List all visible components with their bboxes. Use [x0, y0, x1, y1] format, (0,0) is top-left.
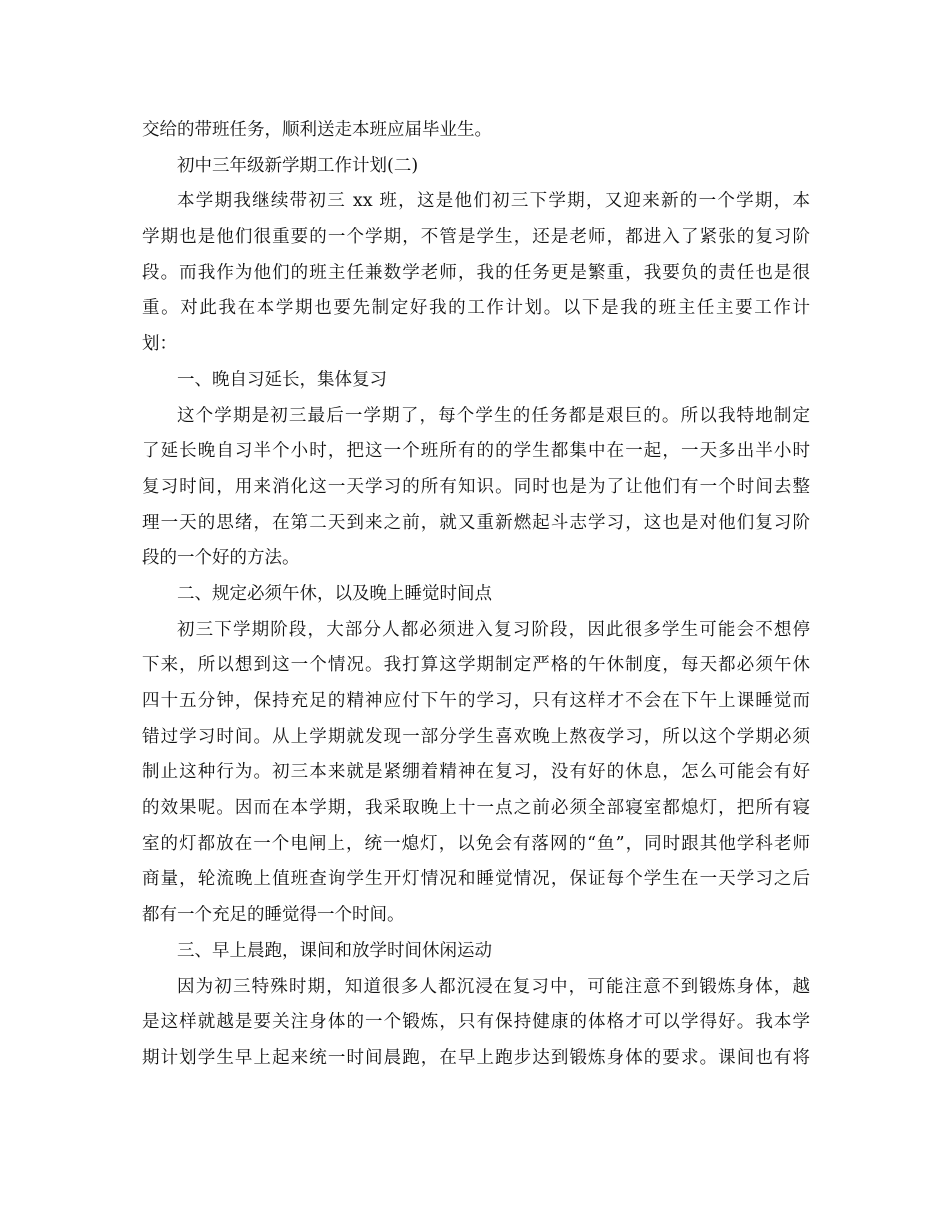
paragraph-line: 期计划学生早上起来统一时间晨跑，在早上跑步达到锻炼身体的要求。课间也有将 — [142, 1047, 810, 1068]
paragraph-line: 划： — [142, 334, 177, 355]
section-heading: 三、早上晨跑，课间和放学时间休闲运动 — [177, 940, 492, 961]
paragraph-line: 理一天的思绪，在第二天到来之前，就又重新燃起斗志学习，这也是对他们复习阶 — [142, 512, 810, 533]
paragraph-line: 的效果呢。因而在本学期，我采取晚上十一点之前必须全部寝室都熄灯，把所有寝 — [142, 798, 810, 819]
paragraph-line: 交给的带班任务，顺利送走本班应届毕业生。 — [142, 120, 492, 140]
paragraph-line: 都有一个充足的睡觉得一个时间。 — [142, 905, 405, 926]
paragraph-line: 错过学习时间。从上学期就发现一部分学生喜欢晚上熬夜学习，所以这个学期必须 — [142, 726, 810, 747]
section-heading: 初中三年级新学期工作计划(二) — [177, 155, 419, 176]
paragraph-line: 室的灯都放在一个电闸上，统一熄灯，以免会有落网的“鱼”，同时跟其他学科老师 — [142, 833, 810, 854]
paragraph-line: 这个学期是初三最后一学期了，每个学生的任务都是艰巨的。所以我特地制定 — [177, 405, 810, 426]
paragraph-line: 了延长晚自习半个小时，把这一个班所有的的学生都集中在一起，一天多出半小时 — [142, 441, 810, 462]
section-heading: 二、规定必须午休，以及晚上睡觉时间点 — [177, 583, 492, 604]
paragraph-line: 制止这种行为。初三本来就是紧绷着精神在复习，没有好的休息，怎么可能会有好 — [142, 762, 810, 783]
section-heading: 一、晚自习延长，集体复习 — [177, 369, 387, 390]
paragraph-line: 初三下学期阶段，大部分人都必须进入复习阶段，因此很多学生可能会不想停 — [177, 619, 810, 640]
paragraph-line: 本学期我继续带初三 xx 班，这是他们初三下学期，又迎来新的一个学期，本 — [177, 191, 810, 212]
paragraph-line: 段。而我作为他们的班主任兼数学老师，我的任务更是繁重，我要负的责任也是很 — [142, 262, 810, 283]
paragraph-line: 商量，轮流晚上值班查询学生开灯情况和睡觉情况，保证每个学生在一天学习之后 — [142, 869, 810, 890]
paragraph-line: 复习时间，用来消化这一天学习的所有知识。同时也是为了让他们有一个时间去整 — [142, 476, 810, 497]
paragraph-line: 段的一个好的方法。 — [142, 548, 300, 569]
paragraph-line: 因为初三特殊时期，知道很多人都沉浸在复习中，可能注意不到锻炼身体，越 — [177, 976, 810, 997]
paragraph-line: 重。对此我在本学期也要先制定好我的工作计划。以下是我的班主任主要工作计 — [142, 298, 810, 319]
paragraph-line: 学期也是他们很重要的一个学期，不管是学生，还是老师，都进入了紧张的复习阶 — [142, 227, 810, 248]
paragraph-line: 是这样就越是要关注身体的一个锻炼，只有保持健康的体格才可以学得好。我本学 — [142, 1012, 810, 1033]
paragraph-line: 下来，所以想到这一个情况。我打算这学期制定严格的午休制度，每天都必须午休 — [142, 655, 810, 676]
paragraph-line: 四十五分钟，保持充足的精神应付下午的学习，只有这样才不会在下午上课睡觉而 — [142, 691, 810, 711]
